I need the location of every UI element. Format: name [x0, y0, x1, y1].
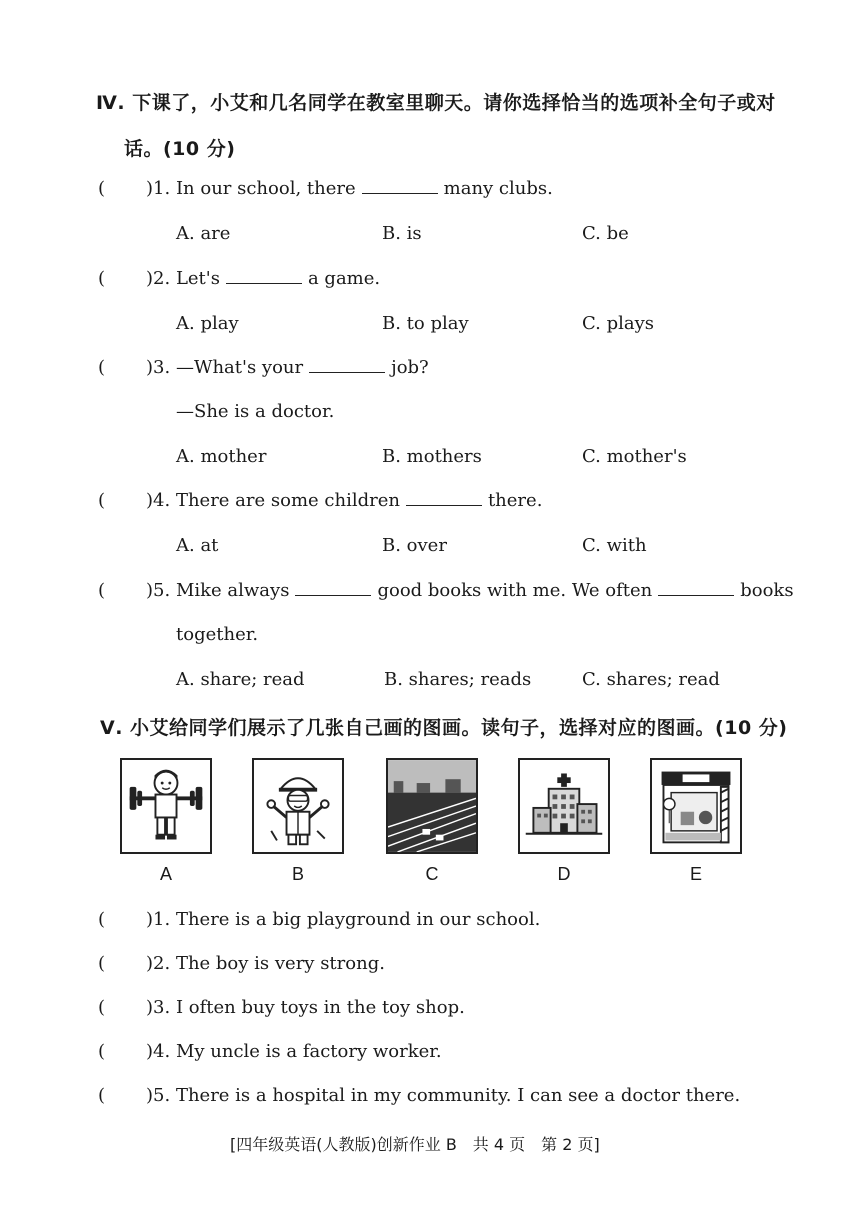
- question-number: )1.: [146, 178, 171, 199]
- sentence-text: There is a big playground in our school.: [175, 909, 541, 930]
- question-text-post: many clubs.: [443, 178, 553, 199]
- question-text-pre: There are some children: [175, 490, 400, 511]
- playground-track-icon: [388, 760, 476, 852]
- option-c: C. shares; read: [582, 669, 720, 690]
- option-c: C. plays: [582, 313, 654, 334]
- question-text-line2: —She is a doctor.: [176, 401, 335, 422]
- hospital-building-icon: [520, 760, 608, 852]
- option-c: C. with: [582, 535, 647, 556]
- picture-label-e: E: [689, 864, 702, 884]
- answer-paren: (: [98, 357, 106, 378]
- option-a: A. mother: [176, 446, 267, 467]
- picture-label-a: A: [159, 864, 172, 884]
- answer-paren: (: [98, 268, 106, 289]
- question-number: )5.: [146, 1085, 171, 1106]
- question-text-pre: In our school, there: [175, 178, 356, 199]
- picture-a: [120, 758, 212, 854]
- answer-paren: (: [98, 997, 106, 1018]
- answer-blank-1[interactable]: [295, 581, 371, 596]
- question-number: )1.: [146, 909, 171, 930]
- section-4-title-line1: Ⅳ. 下课了，小艾和几名同学在教室里聊天。请你选择恰当的选项补全句子或对: [96, 92, 776, 114]
- answer-blank-2[interactable]: [658, 581, 734, 596]
- question-number: )4.: [146, 490, 171, 511]
- option-a: A. at: [176, 535, 219, 556]
- weightlifter-boy-icon: [122, 760, 210, 852]
- factory-worker-icon: [254, 760, 342, 852]
- option-b: B. shares; reads: [384, 669, 532, 690]
- option-a: A. play: [176, 313, 239, 334]
- page-footer: [四年级英语(人教版)创新作业 B 共 4 页 第 2 页]: [230, 1135, 600, 1154]
- answer-paren: (: [98, 909, 106, 930]
- answer-paren: (: [98, 490, 106, 511]
- question-number: )3.: [146, 357, 171, 378]
- question-text-pre: —What's your: [175, 357, 304, 378]
- option-c: C. mother's: [582, 446, 687, 467]
- question-text-mid: good books with me. We often: [377, 580, 653, 601]
- sentence-text: My uncle is a factory worker.: [175, 1041, 442, 1062]
- question-text-pre: Mike always: [175, 580, 290, 601]
- answer-blank[interactable]: [362, 179, 438, 194]
- section-4-title-line2: 话。(10 分): [124, 138, 236, 160]
- question-text-post: there.: [487, 490, 543, 511]
- answer-paren: (: [98, 1085, 106, 1106]
- picture-label-c: C: [425, 864, 439, 884]
- sentence-text: There is a hospital in my community. I can see a doctor there.: [175, 1085, 741, 1106]
- option-b: B. mothers: [382, 446, 482, 467]
- question-text-post: a game.: [307, 268, 381, 289]
- sentence-text: I often buy toys in the toy shop.: [175, 997, 465, 1018]
- answer-blank[interactable]: [309, 358, 385, 373]
- question-number: )3.: [146, 997, 171, 1018]
- option-b: B. over: [382, 535, 447, 556]
- picture-d: [518, 758, 610, 854]
- section-5-title: Ⅴ. 小艾给同学们展示了几张自己画的图画。读句子，选择对应的图画。(10 分): [100, 717, 788, 739]
- question-number: )5.: [146, 580, 171, 601]
- picture-c: [386, 758, 478, 854]
- option-c: C. be: [582, 223, 629, 244]
- option-b: B. to play: [382, 313, 469, 334]
- picture-label-b: B: [291, 864, 304, 884]
- option-a: A. are: [176, 223, 231, 244]
- picture-label-d: D: [557, 864, 571, 884]
- answer-paren: (: [98, 178, 106, 199]
- answer-paren: (: [98, 1041, 106, 1062]
- option-b: B. is: [382, 223, 422, 244]
- sentence-text: The boy is very strong.: [175, 953, 385, 974]
- question-number: )2.: [146, 953, 171, 974]
- option-a: A. share; read: [176, 669, 305, 690]
- question-number: )4.: [146, 1041, 171, 1062]
- question-text-line2: together.: [176, 624, 259, 645]
- question-text-post: job?: [391, 357, 429, 378]
- question-text-post: books: [740, 580, 794, 601]
- answer-blank[interactable]: [406, 491, 482, 506]
- picture-e: [650, 758, 742, 854]
- question-text-pre: Let's: [175, 268, 220, 289]
- toy-shop-icon: [652, 760, 740, 852]
- answer-paren: (: [98, 580, 106, 601]
- question-number: )2.: [146, 268, 171, 289]
- answer-blank[interactable]: [226, 269, 302, 284]
- answer-paren: (: [98, 953, 106, 974]
- picture-b: [252, 758, 344, 854]
